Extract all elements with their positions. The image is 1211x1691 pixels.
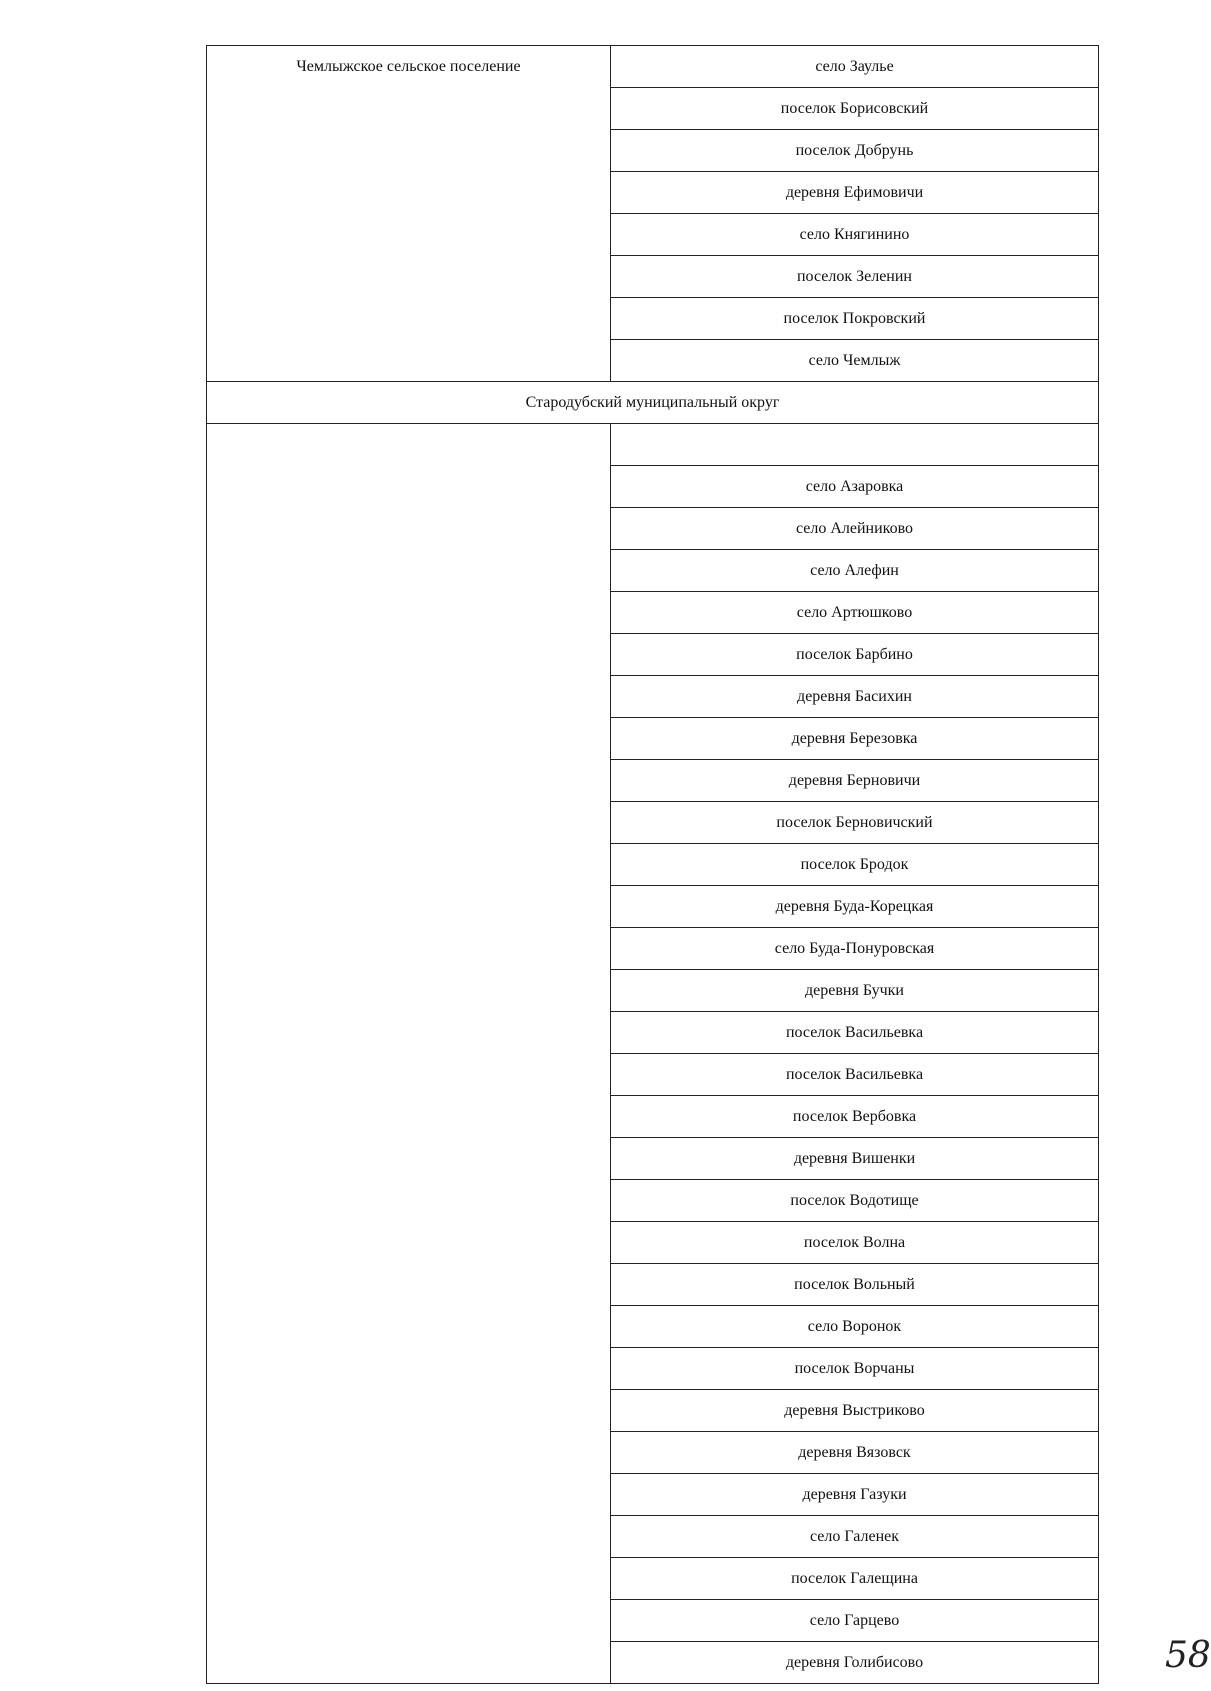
settlement-cell: деревня Берновичи: [611, 760, 1099, 802]
settlement-cell: село Чемлыж: [611, 340, 1099, 382]
settlement-cell: поселок Галещина: [611, 1558, 1099, 1600]
settlement-cell: поселок Волна: [611, 1222, 1099, 1264]
settlement-cell: село Гарцево: [611, 1600, 1099, 1642]
settlement-cell: село Княгинино: [611, 214, 1099, 256]
settlement-cell: село Галенек: [611, 1516, 1099, 1558]
district-header-row: [207, 382, 1099, 424]
settlement-cell: село Алейниково: [611, 508, 1099, 550]
settlement-cell: деревня Бучки: [611, 970, 1099, 1012]
settlement-cell: поселок Ворчаны: [611, 1348, 1099, 1390]
page-number: 58: [1165, 1635, 1211, 1676]
settlement-cell: село Воронок: [611, 1306, 1099, 1348]
settlement-cell: деревня Вишенки: [611, 1138, 1099, 1180]
district-header: Стародубский муниципальный округ: [207, 382, 1099, 424]
settlement-cell-blank: [611, 424, 1099, 466]
municipality-cell-empty: [207, 424, 611, 1684]
settlement-cell: деревня Газуки: [611, 1474, 1099, 1516]
settlement-cell: деревня Березовка: [611, 718, 1099, 760]
table-row: [207, 46, 1099, 88]
settlement-cell: поселок Добрунь: [611, 130, 1099, 172]
settlement-cell: деревня Басихин: [611, 676, 1099, 718]
settlement-cell: поселок Васильевка: [611, 1054, 1099, 1096]
settlement-cell: деревня Буда-Корецкая: [611, 886, 1099, 928]
settlements-table-body: [207, 46, 1099, 1684]
settlement-cell: деревня Выстриково: [611, 1390, 1099, 1432]
settlement-cell: поселок Васильевка: [611, 1012, 1099, 1054]
table-row: [207, 424, 1099, 466]
settlement-cell: деревня Голибисово: [611, 1642, 1099, 1684]
municipality-cell: Чемлыжское сельское поселение: [207, 46, 611, 382]
settlement-cell: поселок Вербовка: [611, 1096, 1099, 1138]
settlement-cell: село Заулье: [611, 46, 1099, 88]
settlement-cell: поселок Барбино: [611, 634, 1099, 676]
settlement-cell: деревня Ефимовичи: [611, 172, 1099, 214]
settlement-cell: поселок Зеленин: [611, 256, 1099, 298]
settlement-cell: поселок Берновичский: [611, 802, 1099, 844]
settlement-cell: деревня Вязовск: [611, 1432, 1099, 1474]
settlement-cell: поселок Борисовский: [611, 88, 1099, 130]
settlement-cell: поселок Покровский: [611, 298, 1099, 340]
settlement-cell: поселок Водотище: [611, 1180, 1099, 1222]
settlement-cell: поселок Бродок: [611, 844, 1099, 886]
settlement-cell: село Буда-Понуровская: [611, 928, 1099, 970]
settlements-table: [206, 45, 1099, 1684]
settlement-cell: поселок Вольный: [611, 1264, 1099, 1306]
settlement-cell: село Алефин: [611, 550, 1099, 592]
settlement-cell: село Азаровка: [611, 466, 1099, 508]
settlement-cell: село Артюшково: [611, 592, 1099, 634]
